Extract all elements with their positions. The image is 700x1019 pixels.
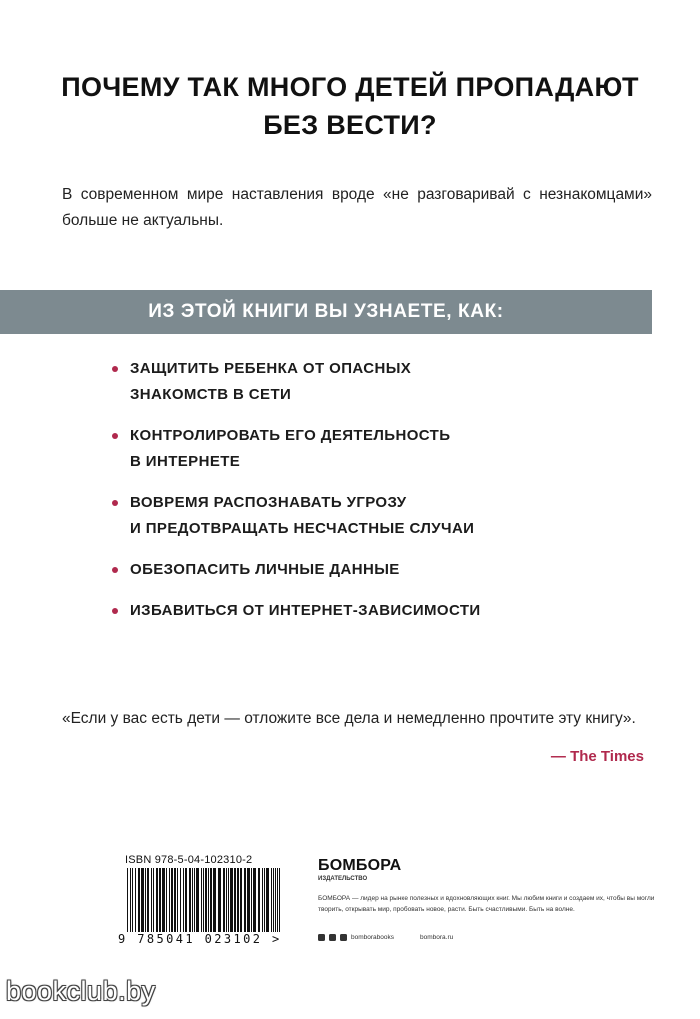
list-item — [112, 423, 652, 475]
barcode-bar — [180, 868, 181, 932]
barcode-bar — [277, 868, 278, 932]
publisher-description: БОМБОРА — лидер на рынке полезных и вдохновляющих книг. Мы любим книги и создаем их, чтобы вы могли творить, открывать мир, пробовать новое, расти. Быть счастливыми. Быть на волне. — [318, 895, 655, 913]
barcode-bar — [145, 868, 146, 932]
barcode-number: 9 785041 023102 > — [118, 932, 282, 946]
list-item-line-1: ОБЕЗОПАСИТЬ ЛИЧНЫЕ ДАННЫЕ — [130, 561, 400, 578]
barcode-bar — [271, 868, 272, 932]
barcode-bar — [159, 868, 161, 932]
barcode-image — [125, 868, 285, 932]
barcode-bar — [166, 868, 167, 932]
social-handle[interactable]: bomborabooks — [351, 934, 394, 941]
section-banner: ИЗ ЭТОЙ КНИГИ ВЫ УЗНАЕТЕ, КАК: — [0, 290, 652, 334]
barcode-bar — [174, 868, 176, 932]
list-item-line-1: ЗАЩИТИТЬ РЕБЕНКА ОТ ОПАСНЫХ — [130, 360, 412, 377]
barcode-bar — [253, 868, 256, 932]
barcode-bar — [234, 868, 236, 932]
social-icon — [329, 934, 336, 941]
list-item — [112, 598, 652, 624]
barcode-bar — [205, 868, 207, 932]
list-item-line-1: КОНТРОЛИРОВАТЬ ЕГО ДЕЯТЕЛЬНОСТЬ — [130, 427, 451, 444]
barcode-bar — [135, 868, 136, 932]
barcode-bar — [226, 868, 227, 932]
intro-paragraph: В современном мире наставления вроде «не разговаривай с незнакомцами» больше не актуальны. — [62, 186, 652, 229]
barcode-bar — [169, 868, 170, 932]
isbn-label: ISBN 978-5-04-102310-2 — [125, 854, 253, 866]
barcode-bar — [210, 868, 212, 932]
bullet-icon — [112, 433, 118, 439]
list-item-line-2: И ПРЕДОТВРАЩАТЬ НЕСЧАСТНЫЕ СЛУЧАИ — [130, 520, 475, 537]
barcode-bar — [201, 868, 202, 932]
headline-line-2: БЕЗ ВЕСТИ? — [263, 110, 437, 140]
barcode-bar — [258, 868, 260, 932]
headline — [0, 68, 700, 144]
barcode-bar — [194, 868, 195, 932]
barcode-bar — [275, 868, 276, 932]
barcode-bar — [192, 868, 193, 932]
list-item-line-1: ИЗБАВИТЬСЯ ОТ ИНТЕРНЕТ-ЗАВИСИМОСТИ — [130, 602, 481, 619]
bullet-icon — [112, 567, 118, 573]
barcode-bar — [247, 868, 250, 932]
barcode-bar — [171, 868, 173, 932]
barcode-bar — [183, 868, 184, 932]
barcode-bar — [262, 868, 263, 932]
barcode-bar — [223, 868, 225, 932]
quote-source: — The Times — [550, 748, 644, 765]
barcode-bar — [153, 868, 154, 932]
barcode-bar — [203, 868, 204, 932]
barcode-bar — [147, 868, 149, 932]
review-quote: «Если у вас есть дети — отложите все дела и немедленно прочтите эту книгу». — [62, 710, 636, 727]
list-item-line-1: ВОВРЕМЯ РАСПОЗНАВАТЬ УГРОЗУ — [130, 494, 407, 511]
list-item — [112, 490, 652, 542]
barcode-bar — [208, 868, 209, 932]
benefits-list — [112, 356, 652, 639]
barcode-bar — [273, 868, 274, 932]
bullet-icon — [112, 608, 118, 614]
barcode-bar — [189, 868, 191, 932]
list-item — [112, 557, 652, 583]
barcode-bar — [196, 868, 199, 932]
barcode-bar — [132, 868, 133, 932]
list-item-line-2: ЗНАКОМСТВ В СЕТИ — [130, 386, 292, 403]
bullet-icon — [112, 500, 118, 506]
barcode-bar — [141, 868, 144, 932]
barcode-bar — [185, 868, 187, 932]
watermark: bookclub.by — [6, 976, 156, 1006]
social-icon — [318, 934, 325, 941]
barcode-bar — [213, 868, 216, 932]
publisher-logo: БОМБОРА — [318, 857, 402, 874]
barcode-bar — [218, 868, 221, 932]
barcode-bar — [244, 868, 246, 932]
social-icon — [340, 934, 347, 941]
bullet-icon — [112, 366, 118, 372]
list-item-line-2: В ИНТЕРНЕТЕ — [130, 453, 241, 470]
list-item — [112, 356, 652, 408]
barcode-bar — [138, 868, 140, 932]
publisher-links — [318, 934, 658, 941]
barcode-bar — [230, 868, 233, 932]
headline-line-1: ПОЧЕМУ ТАК МНОГО ДЕТЕЙ ПРОПАДАЮТ — [61, 72, 639, 102]
barcode-bar — [264, 868, 265, 932]
barcode-bar — [156, 868, 158, 932]
barcode-bar — [266, 868, 269, 932]
barcode-bar — [228, 868, 229, 932]
barcode-bar — [127, 868, 128, 932]
barcode-bar — [279, 868, 280, 932]
publisher-subtitle: ИЗДАТЕЛЬСТВО — [318, 876, 368, 882]
barcode-bar — [240, 868, 242, 932]
barcode-bar — [130, 868, 131, 932]
barcode-bar — [237, 868, 239, 932]
barcode-bar — [177, 868, 178, 932]
barcode-bar — [162, 868, 165, 932]
publisher-site-link[interactable]: bombora.ru — [420, 934, 454, 941]
barcode-bar — [251, 868, 252, 932]
barcode-bar — [151, 868, 152, 932]
